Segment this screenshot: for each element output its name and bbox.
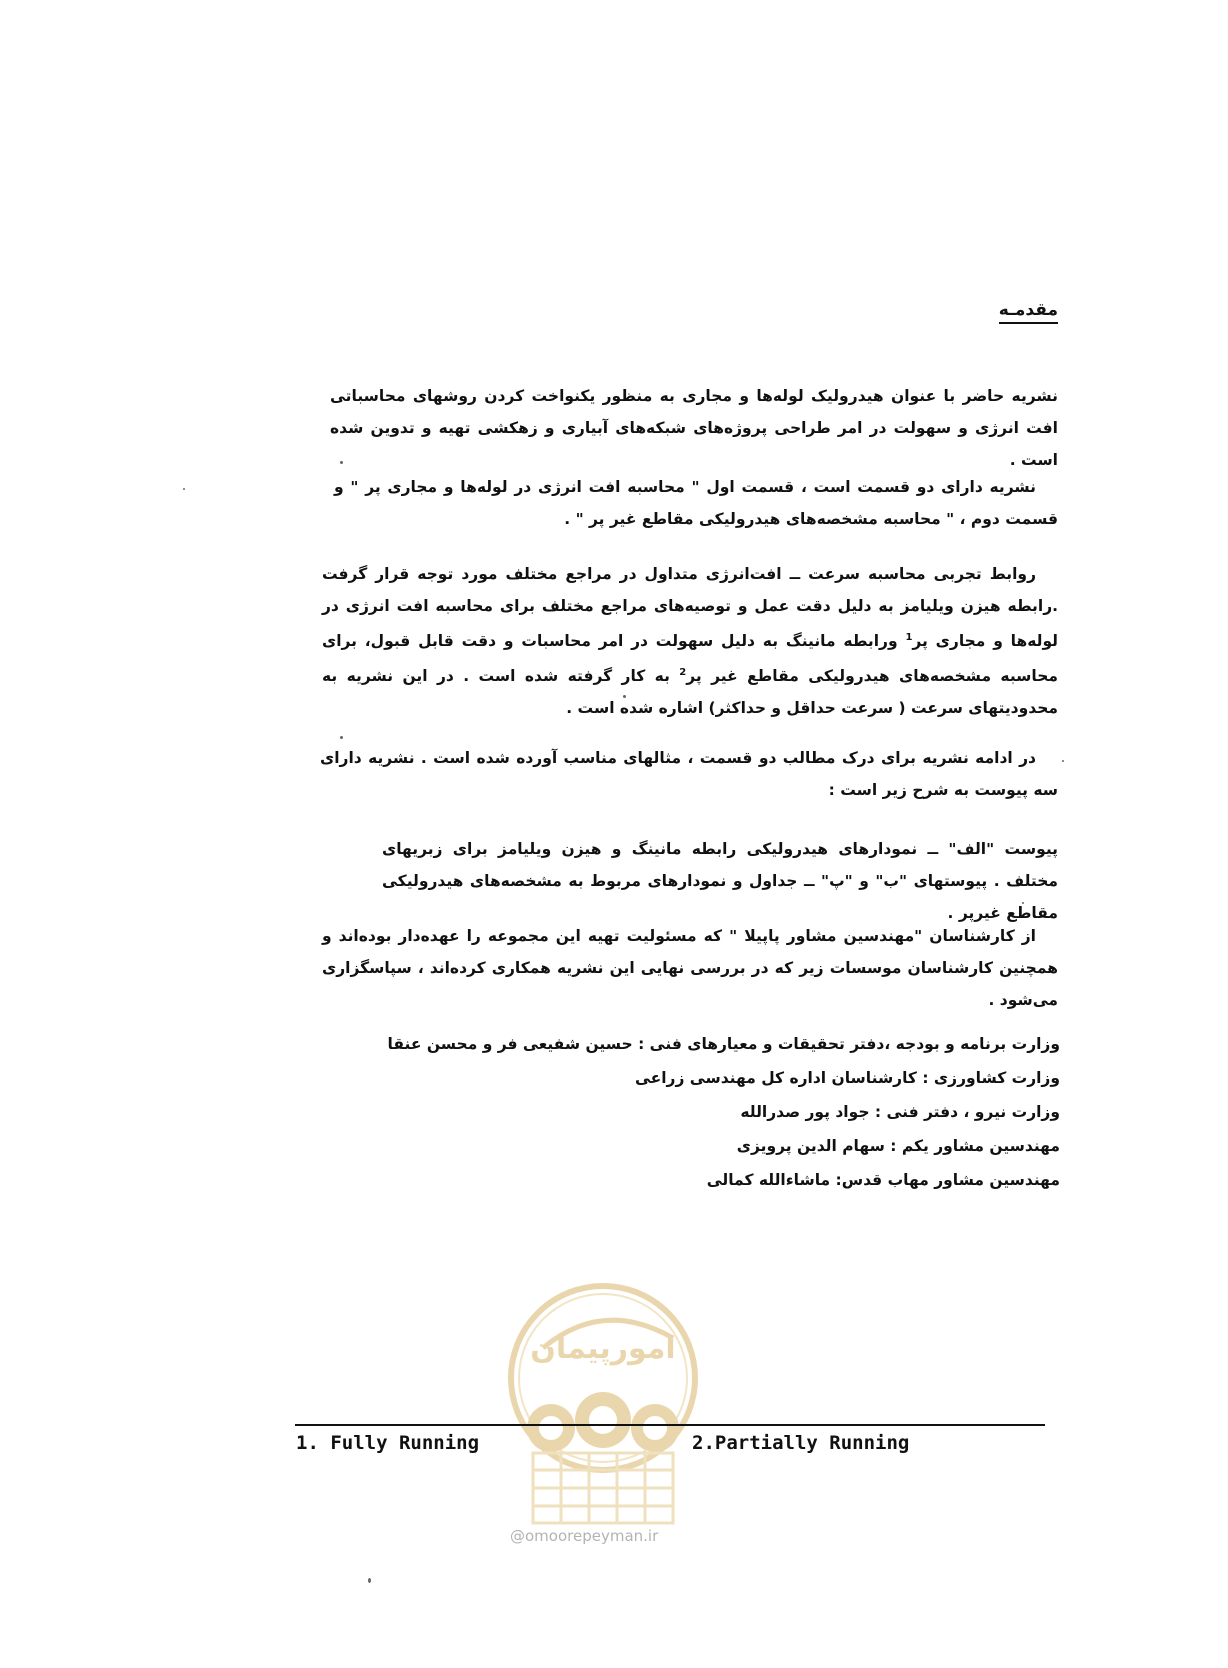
paragraph-relations-text-c: به کار گرفته شده است . در این نشریه به محدودیتهای سرعت ( سرعت حداقل و حداکثر) اشاره شده است . (322, 667, 1058, 718)
acknowledgement-item: وزارت نیرو ، دفتر فنی : جواد پور صدرالله (740, 1103, 1060, 1121)
scan-speck (1062, 760, 1064, 762)
paragraph-thanks: از کارشناسان "مهندسین مشاور پاپیلا " که مسئولیت تهیه این مجموعه را عهده‌دار بوده‌اند و همچنین کارشناسان موسسات زیر که در بررسی نهایی این نشریه همکاری کرده‌اند ، سپاسگزاری می‌شود . (322, 927, 1058, 1009)
acknowledgement-item: مهندسین مشاور مهاب قدس: ماشاءالله کمالی (706, 1171, 1060, 1189)
footnote-ref-1: 1 (905, 632, 913, 643)
scan-speck (340, 461, 343, 464)
watermark-logo-icon (503, 1278, 703, 1538)
footnote-divider (295, 1424, 1045, 1426)
acknowledgements-list (340, 1027, 1060, 1197)
paragraph-appendices-list: پیوست "الف" ــ نمودارهای هیدرولیکی رابطه مانینگ و هیزن ویلیامز برای زبریهای مختلف . پیوستهای "ب" و "پ" ــ جداول و نمودارهای مربوط به مشخصه‌های هیدرولیکی مقاطع غیرپر . (382, 840, 1058, 922)
scan-speck (340, 736, 343, 739)
watermark-logo-text: امورپیمان (530, 1331, 676, 1366)
paragraph-relations (322, 558, 1058, 724)
watermark-url: @omoorepeyman.ir (510, 1527, 659, 1545)
paragraph-parts: نشریه دارای دو قسمت است ، قسمت اول " محاسبه افت انرژی در لوله‌ها و مجاری پر " و قسمت دوم ، " محاسبه مشخصه‌های هیدرولیکی مقاطع غیر پر " . (334, 478, 1058, 528)
section-heading: مقدمـه (999, 300, 1058, 324)
scan-speck (623, 695, 626, 698)
acknowledgement-item: وزارت برنامه و بودجه ،دفتر تحقیقات و معیارهای فنی : حسین شفیعی فر و محسن عنقا (387, 1035, 1060, 1053)
acknowledgement-item: مهندسین مشاور یکم : سهام الدین پرویزی (736, 1137, 1060, 1155)
paragraph-appendices-intro: در ادامه نشریه برای درک مطالب دو قسمت ، مثالهای مناسب آورده شده است . نشریه دارای سه پیوست به شرح زیر است : (320, 749, 1058, 799)
paragraph-relations-text-b: ورابطه مانینگ به دلیل سهولت در امر محاسبات و دقت قابل قبول، برای محاسبه مشخصه‌های هیدرولیکی مقاطع غیر پر (322, 632, 1058, 686)
scan-speck (183, 488, 185, 490)
paragraph-relations-text-a: روابط تجربی محاسبه سرعت ــ افت‌انرژی متداول در مراجع مختلف مورد توجه قرار گرفت .رابطه هیزن ویلیامز به دلیل دقت عمل و توصیه‌های مراجع مختلف برای محاسبه افت انرژی در لوله‌ها و مجاری پر (322, 565, 1058, 651)
footnote-ref-2: 2 (679, 667, 687, 679)
paragraph-intro: نشریه حاضر با عنوان هیدرولیک لوله‌ها و مجاری به منظور یکنواخت کردن روشهای محاسباتی افت انرژی و سهولت در امر طراحی پروژه‌های شبکه‌های آبیاری و زهکشی تهیه و تدوین شده است . (330, 387, 1058, 469)
scan-speck (1022, 902, 1024, 904)
acknowledgement-item: وزارت کشاورزی : کارشناسان اداره کل مهندسی زراعی (634, 1069, 1060, 1087)
footnote-1: 1. Fully Running (296, 1432, 480, 1454)
scan-speck (368, 1578, 371, 1583)
footnote-2: 2.Partially Running (692, 1432, 910, 1454)
